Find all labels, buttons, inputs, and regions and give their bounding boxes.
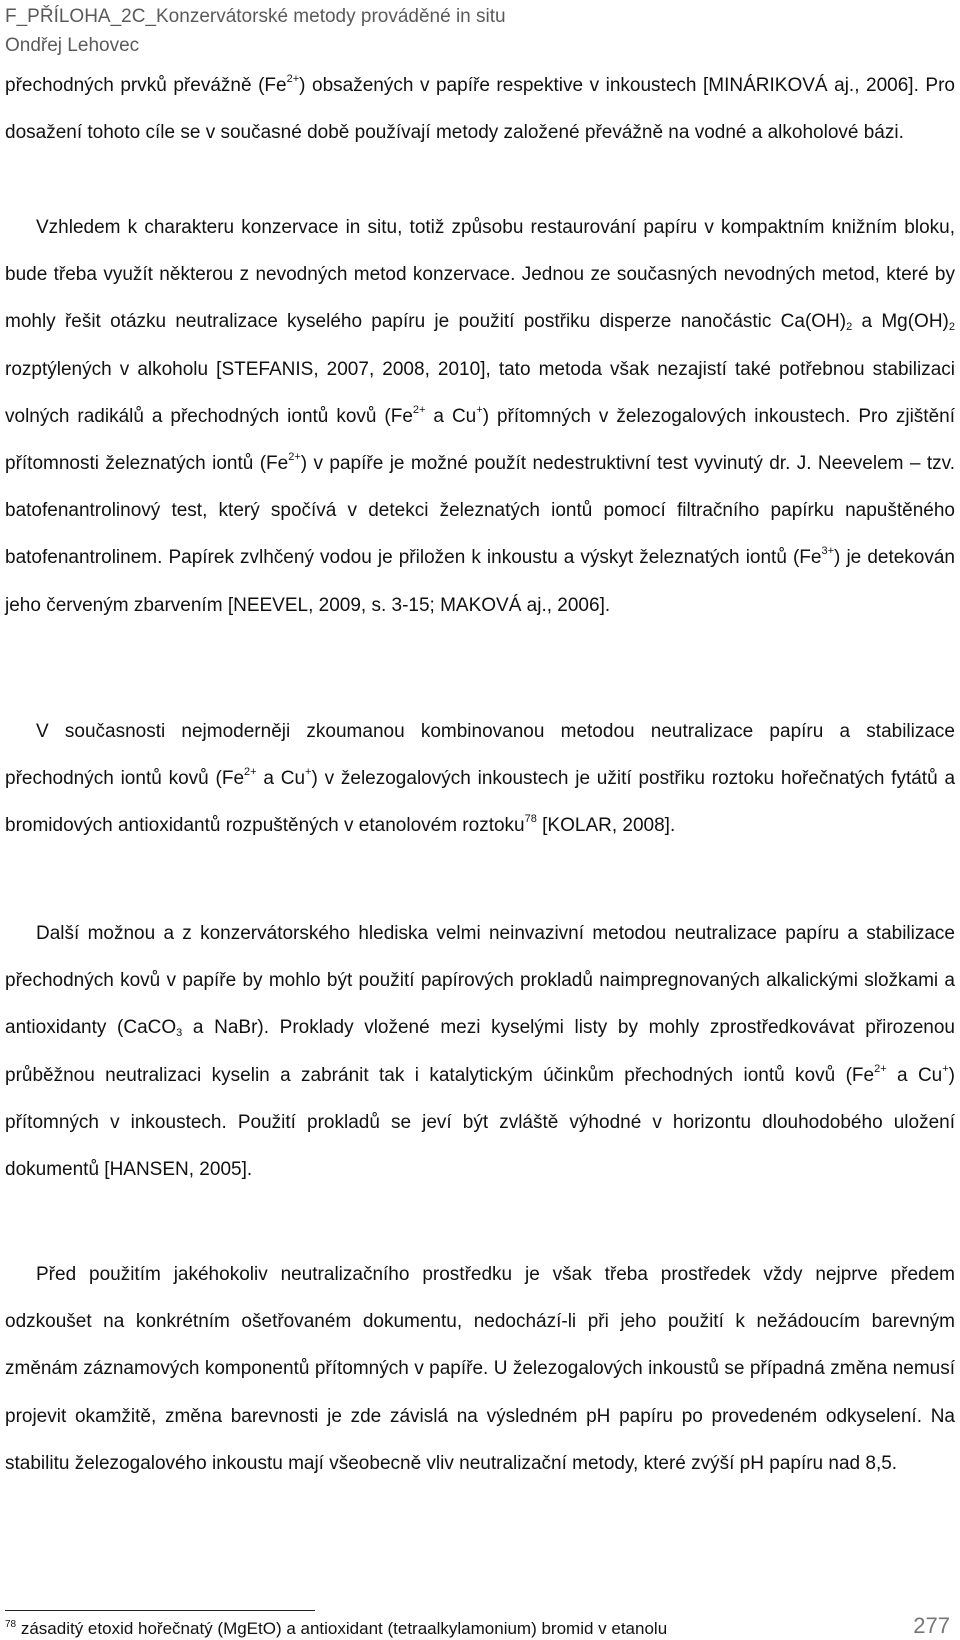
superscript: 2+ — [874, 1062, 887, 1075]
superscript: 3+ — [821, 545, 835, 558]
paragraph-1 — [5, 62, 955, 156]
text: ) v papíře je možné použít nedestruktivní test vyvinutý dr. J. Neevelem – tzv. batofenantrolinový test, který spočívá v detekci železnatých iontů pomocí filtračního papírku napuštěného batofenantrolinem. Papírek zvlhčený vodou je přiložen k inkoustu a výskyt železnatých iontů (Fe — [5, 453, 955, 569]
text: ) je detekován jeho červeným zbarvením [NEEVEL, 2009, s. 3-15; MAKOVÁ aj., 2006]. — [5, 547, 956, 616]
text: ) obsažených v papíře respektive v inkoustech [MINÁRIKOVÁ aj., 2006]. Pro dosažení tohoto cíle se v současné době používají metody založené převážně na vodné a alkoholové bázi. — [5, 75, 955, 144]
paragraph-4 — [5, 910, 955, 1193]
text: ) v železogalových inkoustech je užití postřiku roztoku hořečnatých fytátů a bromidových antioxidantů rozpuštěných v etanolovém roztoku — [5, 768, 956, 837]
header-title: F_PŘÍLOHA_2C_Konzervátorské metody prováděné in situ — [5, 6, 506, 27]
text: [KOLAR, 2008]. — [536, 815, 676, 837]
page-number: 277 — [913, 1613, 950, 1638]
text: a NaBr). Proklady vložené mezi kyselými listy by mohly zprostředkovávat přirozenou průběžnou neutralizaci kyselin a zabránit tak i katalytickým účinkům přechodných iontů kovů (Fe — [5, 1017, 955, 1086]
superscript: + — [476, 403, 483, 416]
text: a Cu — [425, 405, 477, 427]
text: a Mg(OH) — [852, 311, 949, 333]
superscript: 2+ — [288, 451, 301, 464]
text: V současnosti nejmoderněji zkoumanou kombinovanou metodou neutralizace papíru a stabilizace přechodných iontů kovů (Fe — [5, 721, 955, 790]
superscript: + — [942, 1062, 949, 1075]
text: Vzhledem k charakteru konzervace in situ, totiž způsobu restaurování papíru v kompaktním knižním bloku, bude třeba využít některou z nevodných metod konzervace. Jednou ze současných nevodných metod, které by mohly řešit otázku neutralizace kyselého papíru je použití postřiku disperze nanočástic Ca(OH) — [5, 217, 955, 333]
text: Další možnou a z konzervátorského hlediska velmi neinvazivní metodou neutralizace papíru a stabilizace přechodných kovů v papíře by mohlo být použití papírových prokladů naimpregnovaných alkalickými složkami a antioxidanty (CaCO — [5, 923, 955, 1039]
superscript: + — [305, 766, 312, 779]
footnote — [5, 1618, 945, 1640]
footnote-text: zásaditý etoxid hořečnatý (MgEtO) a antioxidant (tetraalkylamonium) bromid v etanolu — [16, 1619, 668, 1638]
footnote-number: 78 — [5, 1619, 17, 1630]
text: Před použitím jakéhokoliv neutralizačního prostředku je však třeba prostředek vždy nejprve předem odzkoušet na konkrétním ošetřovaném dokumentu, nedochází-li při jeho použití k nežádoucím barevným změnám záznamových komponentů přítomných v papíře. U železogalových inkoustů se případná změna nemusí projevit okamžitě, změna barevnosti je zde závislá na výsledném pH papíru po provedeném odkyselení. Na stabilitu železogalového inkoustu mají všeobecně vliv neutralizační metody, které zvýší pH papíru nad 8,5. — [5, 1264, 955, 1474]
text: a Cu — [256, 768, 306, 790]
text: ) přítomných v železogalových inkoustech. Pro zjištění přítomnosti železnatých iontů (Fe — [5, 405, 955, 475]
text: a Cu — [886, 1064, 943, 1086]
subscript: 3 — [176, 1027, 183, 1040]
subscript: 2 — [948, 321, 955, 334]
paragraph-3 — [5, 708, 955, 850]
superscript: 2+ — [412, 403, 426, 416]
footnote-separator — [5, 1610, 315, 1611]
running-header — [5, 2, 506, 60]
footnote-ref: 78 — [524, 813, 537, 826]
superscript: 2+ — [286, 73, 300, 85]
paragraph-2 — [5, 204, 955, 629]
subscript: 2 — [846, 321, 853, 334]
paragraph-5 — [5, 1251, 955, 1487]
superscript: 2+ — [244, 766, 257, 779]
text: ) přítomných v inkoustech. Použití prokladů se jeví být zvláště výhodné v horizontu dlouhodobého uložení dokumentů [HANSEN, 2005]. — [5, 1064, 955, 1181]
text: rozptýlených v alkoholu [STEFANIS, 2007, 2008, 2010], tato metoda však nezajistí také potřebnou stabilizaci volných radikálů a přechodných iontů kovů (Fe — [5, 358, 955, 427]
text: přechodných prvků převážně (Fe — [5, 75, 287, 96]
header-author: Ondřej Lehovec — [5, 35, 140, 56]
